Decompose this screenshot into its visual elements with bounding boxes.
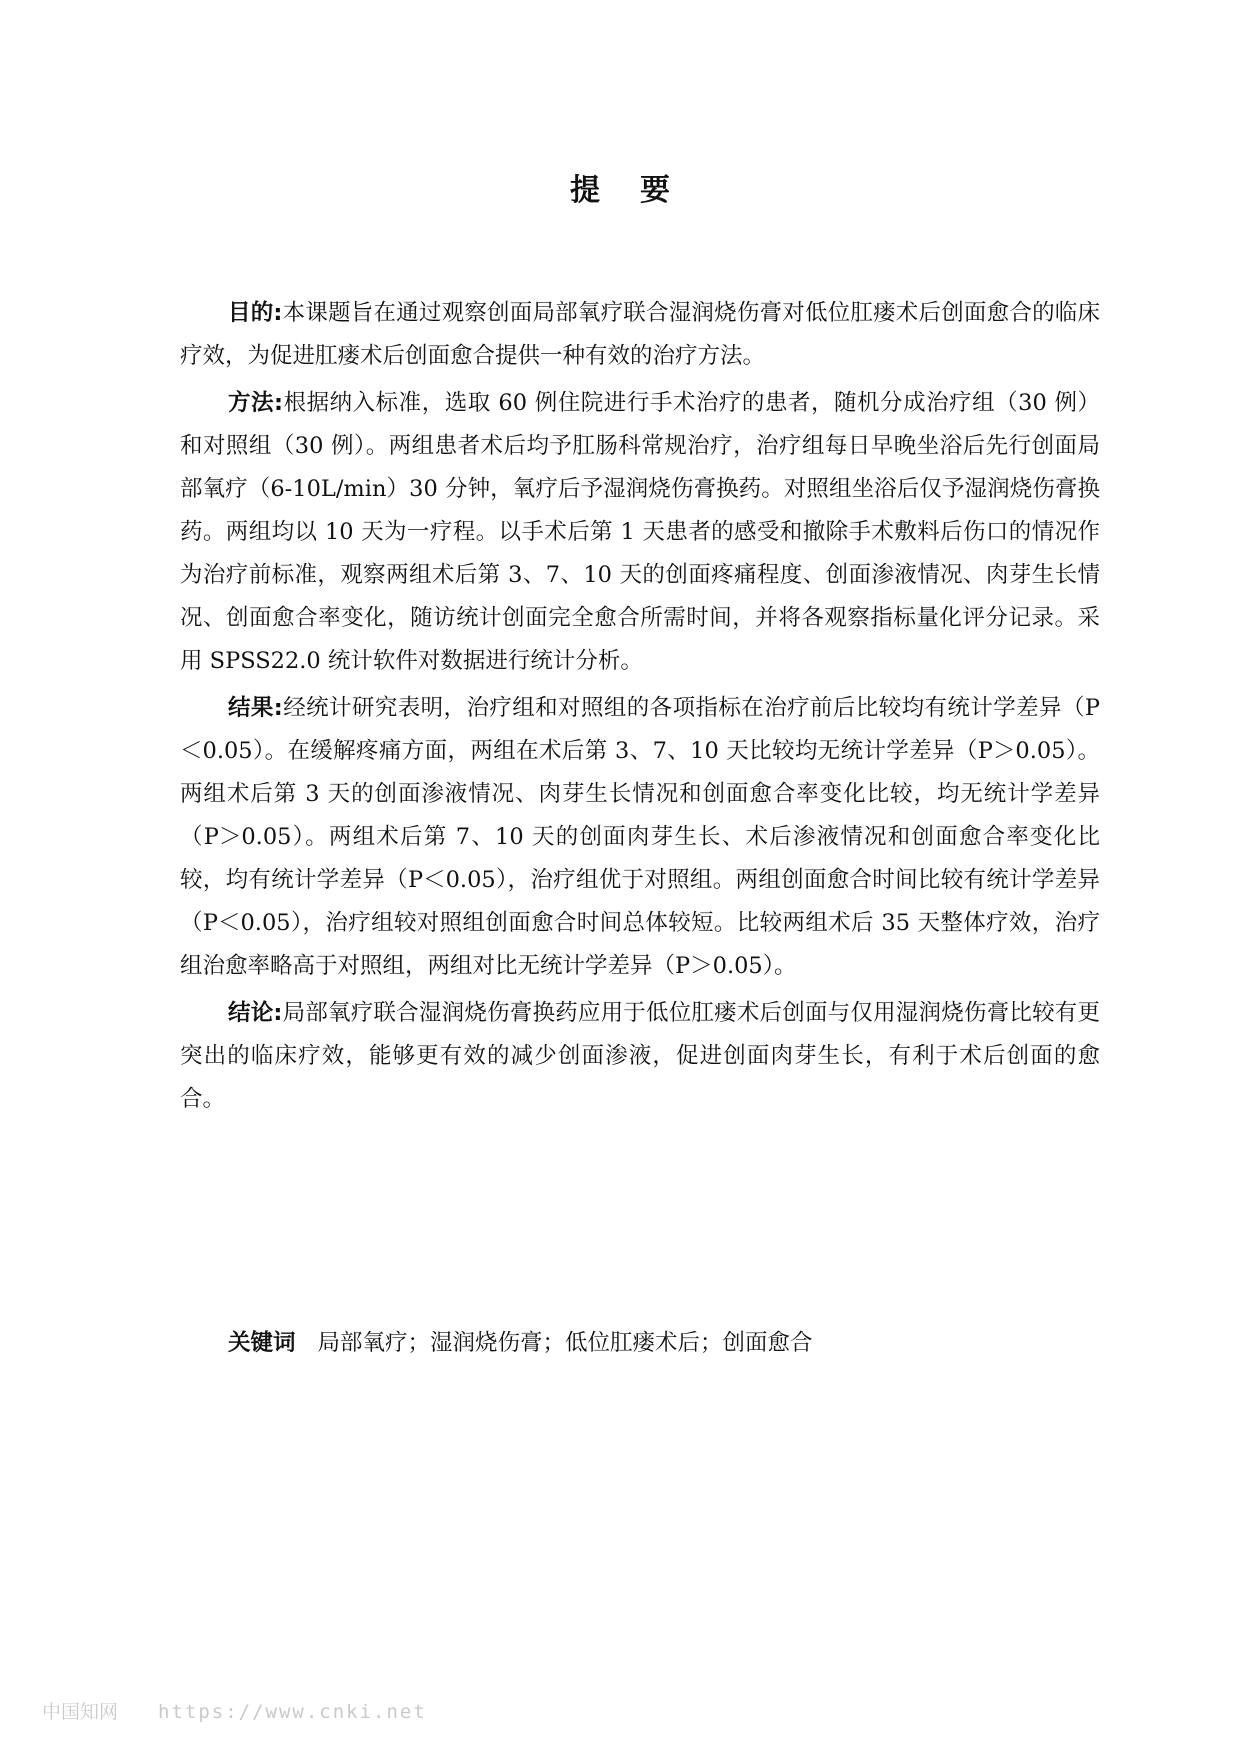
section-methods bbox=[180, 382, 1100, 683]
section-text: 局部氧疗联合湿润烧伤膏换药应用于低位肛瘘术后创面与仅用湿润烧伤膏比较有更突出的临床疗效，能够更有效的减少创面渗液，促进创面肉芽生长，有利于术后创面的愈合。 bbox=[180, 1000, 1100, 1112]
section-lead: 方法: bbox=[228, 390, 284, 416]
section-lead: 结论: bbox=[228, 1000, 283, 1026]
watermark-brand: 中国知网 bbox=[42, 1701, 119, 1723]
abstract-body bbox=[180, 292, 1100, 1125]
section-text: 本课题旨在通过观察创面局部氧疗联合湿润烧伤膏对低位肛瘘术后创面愈合的临床疗效，为促进肛瘘术后创面愈合提供一种有效的治疗方法。 bbox=[180, 300, 1100, 369]
section-text: 经统计研究表明，治疗组和对照组的各项指标在治疗前后比较均有统计学差异（P＜0.05）。在缓解疼痛方面，两组在术后第 3、7、10 天比较均无统计学差异（P＞0.05）。两组术后第 3 天的创面渗液情况、肉芽生长情况和创面愈合率变化比较，均无统计学差异（P＞0.05）。两组术后第 7、10 天的创面肉芽生长、术后渗液情况和创面愈合率变化比较，均有统计学差异（P＜0.05），治疗组优于对照组。两组创面愈合时间比较有统计学差异（P＜0.05），治疗组较对照组创面愈合时间总体较短。比较两组术后 35 天整体疗效，治疗组治愈率略高于对照组，两组对比无统计学差异（P＞0.05）。 bbox=[180, 695, 1100, 979]
keywords-value: 局部氧疗；湿润烧伤膏；低位肛瘘术后；创面愈合 bbox=[317, 1330, 813, 1356]
section-conclusion bbox=[180, 992, 1100, 1121]
page-title: 提要 bbox=[570, 173, 710, 208]
section-results bbox=[180, 687, 1100, 988]
keywords bbox=[228, 1322, 813, 1365]
section-lead: 目的: bbox=[228, 300, 283, 326]
section-lead: 结果: bbox=[228, 695, 283, 721]
watermark-url: https://www.cnki.net bbox=[158, 1701, 427, 1723]
watermark bbox=[42, 1697, 427, 1724]
keywords-label: 关键词 bbox=[228, 1330, 296, 1356]
section-objective bbox=[180, 292, 1100, 378]
section-text: 根据纳入标准，选取 60 例住院进行手术治疗的患者，随机分成治疗组（30 例）和对照组（30 例）。两组患者术后均予肛肠科常规治疗，治疗组每日早晚坐浴后先行创面局部氧疗（6-10L/min）30 分钟，氧疗后予湿润烧伤膏换药。对照组坐浴后仅予湿润烧伤膏换药。两组均以 10 天为一疗程。以手术后第 1 天患者的感受和撤除手术敷料后伤口的情况作为治疗前标准，观察两组术后第 3、7、10 天的创面疼痛程度、创面渗液情况、肉芽生长情况、创面愈合率变化，随访统计创面完全愈合所需时间，并将各观察指标量化评分记录。采用 SPSS22.0 统计软件对数据进行统计分析。 bbox=[180, 390, 1101, 674]
